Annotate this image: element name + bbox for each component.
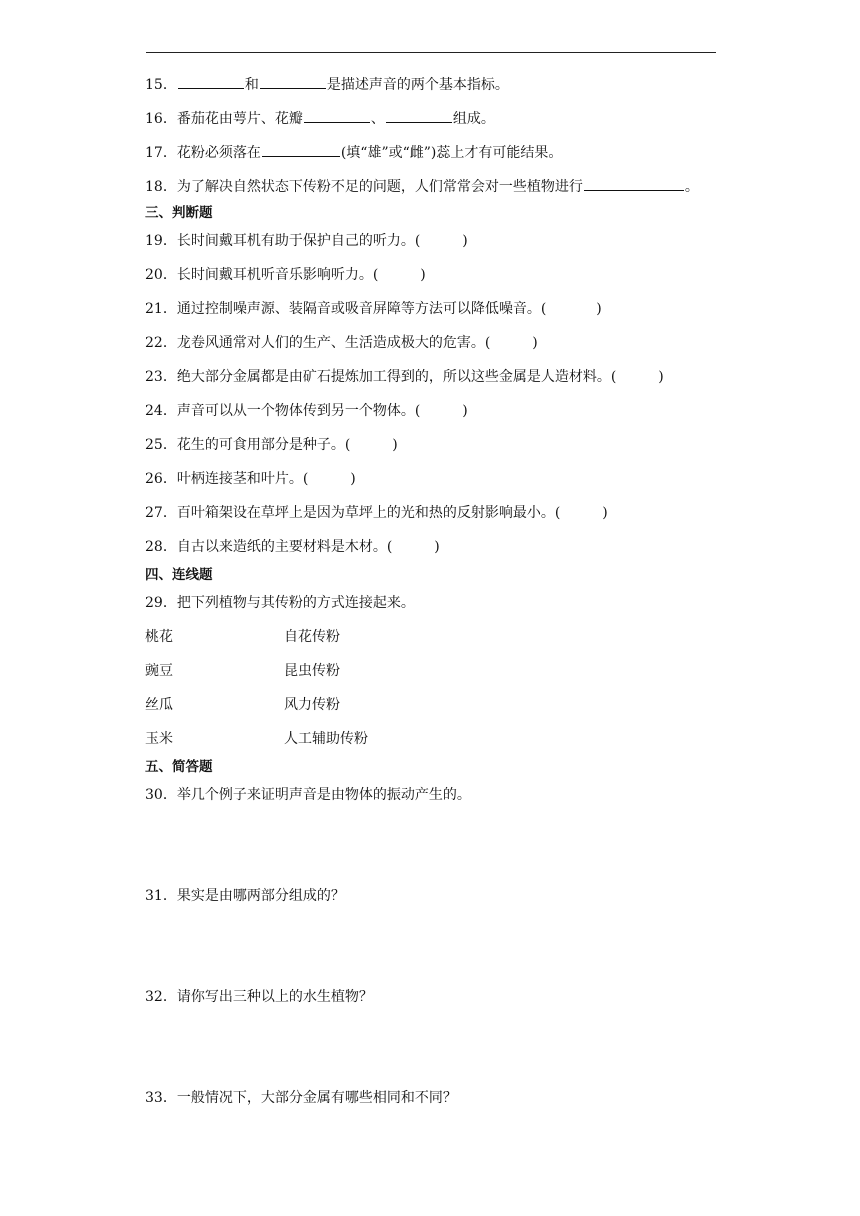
text: 组成。 [452,111,495,127]
question-number: 19． [145,233,177,249]
text: (填“雄”或“雌”)蕊上才有可能结果。 [340,145,563,161]
text: ) [596,301,602,317]
answer-blank[interactable] [304,108,370,123]
text: 是描述声音的两个基本指标。 [326,77,509,93]
question-number: 23． [145,369,177,385]
plant-item[interactable]: 丝瓜 [145,697,173,713]
text: 。 [684,179,699,195]
question-23 [145,368,664,386]
text: 绝大部分金属都是由矿石提炼加工得到的，所以这些金属是人造材料。( [176,369,617,385]
answer-blank[interactable] [584,176,684,191]
text: ) [462,233,468,249]
question-number: 16． [145,111,177,127]
answer-blank[interactable] [260,74,326,89]
text: 长时间戴耳机听音乐影响听力。( [176,267,379,283]
question-33: 33．一般情况下，大部分金属有哪些相同和不同？ [145,1090,457,1106]
answer-blank[interactable] [262,142,340,157]
question-28 [145,538,440,556]
question-22 [145,334,538,352]
text: 长时间戴耳机有助于保护自己的听力。( [176,233,421,249]
text: 龙卷风通常对人们的生产、生活造成极大的危害。( [176,335,491,351]
question-number: 26． [145,471,177,487]
answer-blank[interactable] [178,74,244,89]
text: ) [392,437,398,453]
text: 、 [370,111,385,127]
text: 番茄花由萼片、花瓣 [176,111,303,127]
question-32: 32．请你写出三种以上的水生植物？ [145,989,373,1005]
question-20 [145,266,426,284]
text: 百叶箱架设在草坪上是因为草坪上的光和热的反射影响最小。( [176,505,561,521]
question-number: 21． [145,301,177,317]
question-24 [145,402,468,420]
question-19 [145,232,468,250]
question-30: 30．举几个例子来证明声音是由物体的振动产生的。 [145,787,471,803]
question-29: 29．把下列植物与其传粉的方式连接起来。 [145,595,415,611]
text: 自古以来造纸的主要材料是木材。( [176,539,393,555]
text: ) [658,369,664,385]
question-18 [145,176,699,196]
question-16 [145,108,495,128]
question-number: 18． [145,179,177,195]
text: 花生的可食用部分是种子。( [176,437,351,453]
plant-item[interactable]: 玉米 [145,731,173,747]
text: ) [420,267,426,283]
text: 声音可以从一个物体传到另一个物体。( [176,403,421,419]
question-26 [145,470,356,488]
text: 叶柄连接茎和叶片。( [176,471,309,487]
answer-blank[interactable] [386,108,452,123]
section-heading-judge: 三、判断题 [145,205,213,221]
pollination-method-item[interactable]: 自花传粉 [284,629,340,645]
section-heading-short-answer: 五、简答题 [145,759,213,775]
pollination-method-item[interactable]: 人工辅助传粉 [284,731,368,747]
question-number: 25． [145,437,177,453]
question-number: 28． [145,539,177,555]
text: ) [350,471,356,487]
question-number: 15． [145,77,177,93]
pollination-method-item[interactable]: 风力传粉 [284,697,340,713]
text: 为了解决自然状态下传粉不足的问题，人们常常会对一些植物进行 [176,179,583,195]
pollination-method-item[interactable]: 昆虫传粉 [284,663,340,679]
text: 花粉必须落在 [176,145,261,161]
question-number: 27． [145,505,177,521]
question-number: 20． [145,267,177,283]
question-17 [145,142,562,162]
text: ) [462,403,468,419]
text: 通过控制噪声源、装隔音或吸音屏障等方法可以降低噪音。( [176,301,547,317]
text: 和 [244,77,259,93]
text: ) [532,335,538,351]
question-15 [145,74,509,94]
plant-item[interactable]: 豌豆 [145,663,173,679]
question-27 [145,504,608,522]
question-31: 31．果实是由哪两部分组成的？ [145,888,345,904]
text: ) [602,505,608,521]
text: ) [434,539,440,555]
question-number: 22． [145,335,177,351]
header-rule [146,52,716,53]
question-number: 17． [145,145,177,161]
question-21 [145,300,602,318]
question-25 [145,436,398,454]
plant-item[interactable]: 桃花 [145,629,173,645]
section-heading-matching: 四、连线题 [145,567,213,583]
question-number: 24． [145,403,177,419]
